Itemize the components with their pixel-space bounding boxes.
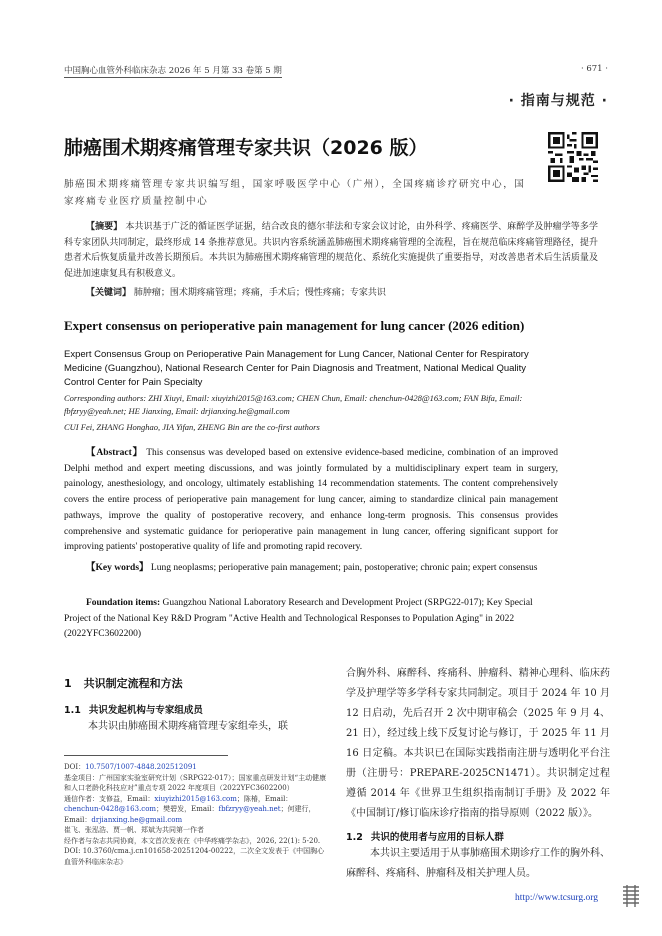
- corr-d: ；何建行，Email：: [64, 805, 316, 824]
- body-paragraph-right: 合胸外科、麻醉科、疼痛科、肿瘤科、精神心理科、临床药学及护理学等多学科专家共同制定。项目于 2024 年 10 月 12 日启动，先后召开 2 次中期审稿会（2025 年 9 月 4、21 日），经过线上线下反复讨论与修订，于 2025 年 11 月 16 日定稿。本共识已在国际实践指南注册与透明化平台注册（注册号：PREPARE-2025CN1471）。共识制定过程遵循 2014 年《世界卫生组织指南制订手册》及 2022 年《中国制订/修订临床诊疗指南的指导原则（2022 版）》。: [346, 668, 610, 819]
- footnote-reprint: 经作者与杂志共同协商，本文首次发表在《中华疼痛学杂志》，2026, 22(1): 5-20. DOI: 10.3760/cma.j.cn101658-20251204-00222，二次全文发表于《中国胸心血管外科临床杂志》: [64, 836, 325, 866]
- section-tag: · 指南与规范 ·: [508, 93, 608, 109]
- subsection-heading-1-2: [346, 829, 504, 843]
- cn-authors: 肺癌围术期疼痛管理专家共识编写组，国家呼吸医学中心（广州），全国疼痛诊疗研究中心，国家疼痛专业医疗质量控制中心: [64, 179, 526, 207]
- journal-url-link[interactable]: http://www.tcsurg.org: [515, 893, 598, 903]
- cn-abstract: [64, 220, 598, 282]
- qr-code-icon: [548, 132, 598, 182]
- corr-c: ；樊碧发，Email：: [156, 805, 219, 813]
- email-link-2[interactable]: chenchun-0428@163.com: [64, 805, 157, 813]
- en-funding-label: Foundation items:: [86, 598, 161, 608]
- body-paragraph-right-2: 本共识主要适用于从事肺癌围术期诊疗工作的胸外科、麻醉科、疼痛科、肿瘤科及相关护理人员。: [346, 848, 610, 879]
- footnote-doi: [64, 762, 328, 773]
- subsection-1-2-number: 1.2: [346, 832, 363, 843]
- cn-abstract-text: 本共识基于广泛的循证医学证据，结合改良的德尔菲法和专家会议讨论，由外科学、疼痛医学、麻醉学及肿瘤学等多学科专家团队共同制定，最终形成 14 条推荐意见。共识内容系统涵盖肺癌围术期疼痛管理的全流程，旨在规范临床疼痛管理路径，提升患者术后恢复质量并改善长期预后。本共识为肺癌围术期疼痛管理的规范化、系统化实施提供了重要指导，对改善患者术后生活质量及促进加速康复具有积极意义。: [64, 222, 598, 279]
- cn-keywords: [64, 285, 598, 298]
- en-corresponding-authors: Corresponding authors: ZHI Xiuyi, Email: xiuyizhi2015@163.com; CHEN Chun, Email: chenchun-0428@163.com; FAN Bifa, Email: fbfzryy@yeah.net; HE Jianxing, Email: drjianxing.he@gmail.com: [64, 393, 523, 416]
- footnotes: [64, 762, 328, 867]
- en-abstract-text: This consensus was developed based on extensive evidence-based medicine, combination of an improved Delphi method and expert meeting discussions, and was jointly formulated by a multidisciplinary expert team in surgery, painology, anesthesiology, and oncology, ultimately establishing 14 recommendation statements. The content comprehensively covers the entire process of perioperative pain management for lung cancer, aiming to standardize clinical pain management pathways, improve the quality of postoperative recovery, and enhance long-term prognosis. This consensus provides comprehensive and systematic guidance for perioperative pain management in lung cancer, offering significant support for improving patients' postoperative quality of life and promoting rapid recovery.: [64, 448, 558, 553]
- section-heading-1-number: 1: [64, 677, 72, 690]
- en-keywords: [64, 561, 558, 577]
- footnote-cofirst: 崔飞、张泓浩、贾一帆、郑斌为共同第一作者: [64, 826, 204, 834]
- subsection-1-1-text: 共识发起机构与专家组成员: [88, 705, 203, 716]
- en-author-group: Expert Consensus Group on Perioperative Pain Management for Lung Cancer, National Center for Respiratory Medicine (Guangzhou), National Research Center for Pain Diagnosis and Treatment, National Medical Quality Control Center for Pain Specialty: [64, 349, 529, 388]
- cn-abstract-label: 【摘要】: [86, 222, 123, 232]
- en-abstract: [64, 446, 558, 556]
- en-title: Expert consensus on perioperative pain management for lung cancer (2026 edition): [64, 318, 525, 333]
- footnote-rule: [64, 755, 228, 756]
- email-link-3[interactable]: fbfzryy@yeah.net: [218, 805, 281, 813]
- email-link-1[interactable]: xiuyizhi2015@163.com: [154, 794, 237, 803]
- en-abstract-label: 【Abstract】: [86, 448, 143, 458]
- journal-logo-icon: [620, 883, 642, 909]
- page-number: · 671 ·: [580, 64, 608, 74]
- email-link-4[interactable]: drjianxing.he@gmail.com: [91, 815, 183, 824]
- corr-b: ；陈椿，Email：: [236, 794, 293, 803]
- subsection-heading-1-1: [64, 702, 203, 716]
- subsection-1-2-text: 共识的使用者与应用的目标人群: [370, 832, 504, 843]
- body-paragraph-left: 本共识由肺癌围术期疼痛管理专家组牵头，联: [88, 721, 288, 732]
- section-heading-1-text: 共识制定流程和方法: [83, 677, 183, 690]
- en-funding-text: Guangzhou National Laboratory Research and Development Project (SRPG22-017); Key Special Project of the National Key R&D Program "Active Health and Technological Responses to Population Aging" in 2022 (2022YFC3602200): [64, 598, 533, 640]
- cn-keywords-label: 【关键词】: [86, 288, 132, 298]
- section-heading-1: [64, 675, 183, 691]
- en-keywords-text: Lung neoplasms; perioperative pain management; pain, postoperative; chronic pain; expert consensus: [150, 563, 538, 573]
- cn-keywords-text: 肺肿瘤；围术期疼痛管理；疼痛，手术后；慢性疼痛；专家共识: [133, 288, 386, 298]
- corr-a: 通信作者：支修益，Email：: [64, 794, 155, 803]
- footnote-corresponding: [64, 794, 328, 826]
- doi-label: DOI：: [64, 763, 86, 771]
- page-title: 肺癌围术期疼痛管理专家共识（2026 版）: [64, 137, 428, 159]
- en-keywords-label: 【Key words】: [86, 563, 149, 573]
- footnote-fund: 基金项目：广州国家实验室研究计划（SRPG22-017）；国家重点研发计划“主动健康和人口老龄化科技应对”重点专项 2022 年度项目（2022YFC3602200）: [64, 773, 327, 792]
- doi-link[interactable]: 10.7507/1007-4848.202512091: [85, 763, 197, 771]
- en-cofirst-authors: CUI Fei, ZHANG Honghao, JIA Yifan, ZHENG Bin are the co-first authors: [64, 422, 320, 432]
- header-rule: [64, 77, 282, 78]
- journal-header: 中国胸心血管外科临床杂志 2026 年 5 月第 33 卷第 5 期: [64, 66, 282, 76]
- en-funding: [64, 596, 558, 643]
- subsection-1-1-number: 1.1: [64, 705, 81, 716]
